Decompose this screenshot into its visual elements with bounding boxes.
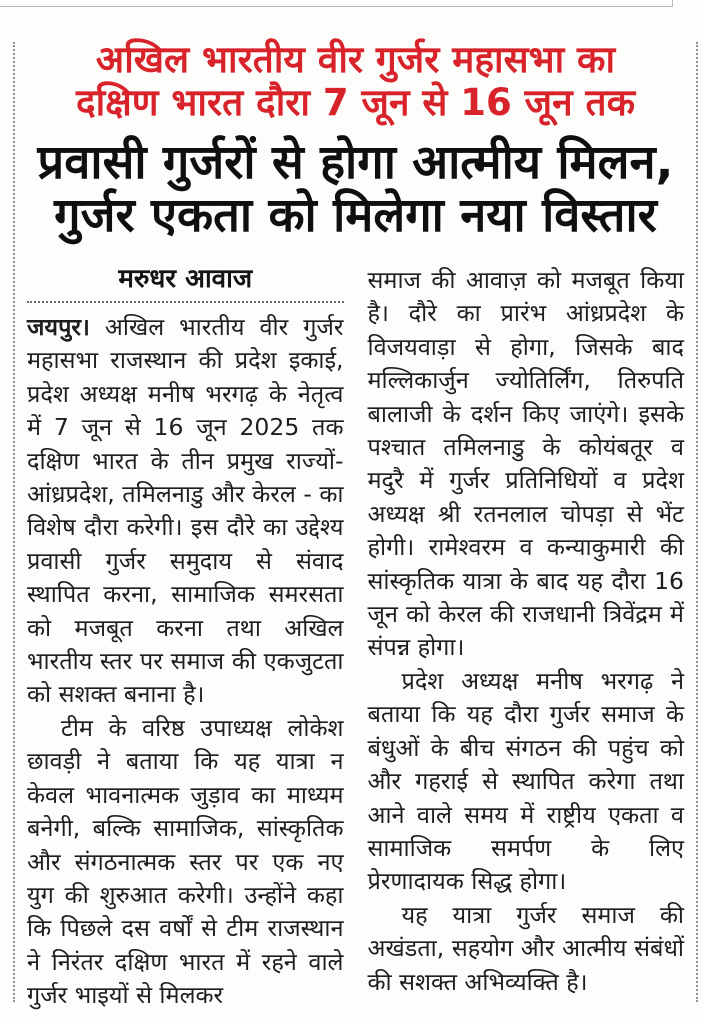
kicker-line-1: अखिल भारतीय वीर गुर्जर महासभा का	[95, 38, 616, 81]
paragraph-5: यह यात्रा गुर्जर समाज की अखंडता, सहयोग और आत्मीय संबंधों की सशक्त अभिव्यक्ति है।	[367, 900, 684, 996]
byline: मरुधर आवाज	[118, 264, 253, 294]
kicker-line-2: दक्षिण भारत दौरा 7 जून से 16 जून तक	[75, 81, 636, 124]
left-dotted-border	[13, 42, 15, 1002]
headline-line-2: गुर्जर एकता को मिलेगा नया विस्तार	[54, 188, 657, 243]
dateline: जयपुर।	[27, 313, 90, 341]
paragraph-1-text: अखिल भारतीय वीर गुर्जर महासभा राजस्थान की प्रदेश इकाई, प्रदेश अध्यक्ष मनीष भरगढ़ के नेतृत्व में 7 जून से 16 जून 2025 तक दक्षिण भारत के तीन प्रमुख राज्यों- आंध्रप्रदेश, तमिलनाडु और केरल - का विशेष दौरा करेगी। इस दौरे का उद्देश्य प्रवासी गुर्जर समुदाय से संवाद स्थापित करना, सामाजिक समरसता को मजबूत करना तथा अखिल भारतीय स्तर पर समाज की एकजुटता को सशक्त बनाना है।	[27, 313, 344, 709]
article-body	[27, 264, 684, 1013]
main-headline	[27, 136, 684, 242]
paragraph-4: प्रदेश अध्यक्ष मनीष भरगढ़ ने बताया कि यह दौरा गुर्जर समाज के बंधुओं के बीच संगठन की पहुंच को और गहराई से स्थापित करेगा तथा आने वाले समय में राष्ट्रीय एकता व सामाजिक समर्पण के लिए प्रेरणादायक सिद्ध होगा।	[367, 666, 684, 896]
headline-line-1: प्रवासी गुर्जरों से होगा आत्मीय मिलन,	[37, 135, 674, 190]
newspaper-clipping	[27, 0, 684, 1013]
right-column	[368, 264, 685, 1013]
paragraph-2: टीम के वरिष्ठ उपाध्यक्ष लोकेश छावड़ी ने बताया कि यह यात्रा न केवल भावनात्मक जुड़ाव का माध्यम बनेगी, बल्कि सामाजिक, सांस्कृतिक और संगठनात्मक स्तर पर एक नए युग की शुरुआत करेगी। उन्होंने कहा कि पिछले दस वर्षों से टीम राजस्थान ने निरंतर दक्षिण भारत में रहने वाले गुर्जर भाइयों से मिलकर	[27, 713, 344, 1010]
byline-dotted-rule	[27, 301, 344, 303]
kicker-headline	[27, 38, 684, 124]
paragraph-3: समाज की आवाज़ को मजबूत किया है। दौरे का प्रारंभ आंध्रप्रदेश के विजयवाड़ा से होगा, जिसके बाद मल्लिकार्जुन ज्योतिर्लिंग, तिरुपति बालाजी के दर्शन किए जाएंगे। इसके पश्चात तमिलनाडु के कोयंबतूर व मदुरै में गुर्जर प्रतिनिधियों व प्रदेश अध्यक्ष श्री रतनलाल चोपड़ा से भेंट होगी। रामेश्वरम व कन्याकुमारी की सांस्कृतिक यात्रा के बाद यह दौरा 16 जून को केरल की राजधानी त्रिवेंद्रम में संपन्न होगा।	[367, 266, 684, 662]
paragraph-1	[27, 311, 344, 712]
left-column	[27, 264, 344, 1013]
right-dotted-border	[696, 42, 698, 1002]
